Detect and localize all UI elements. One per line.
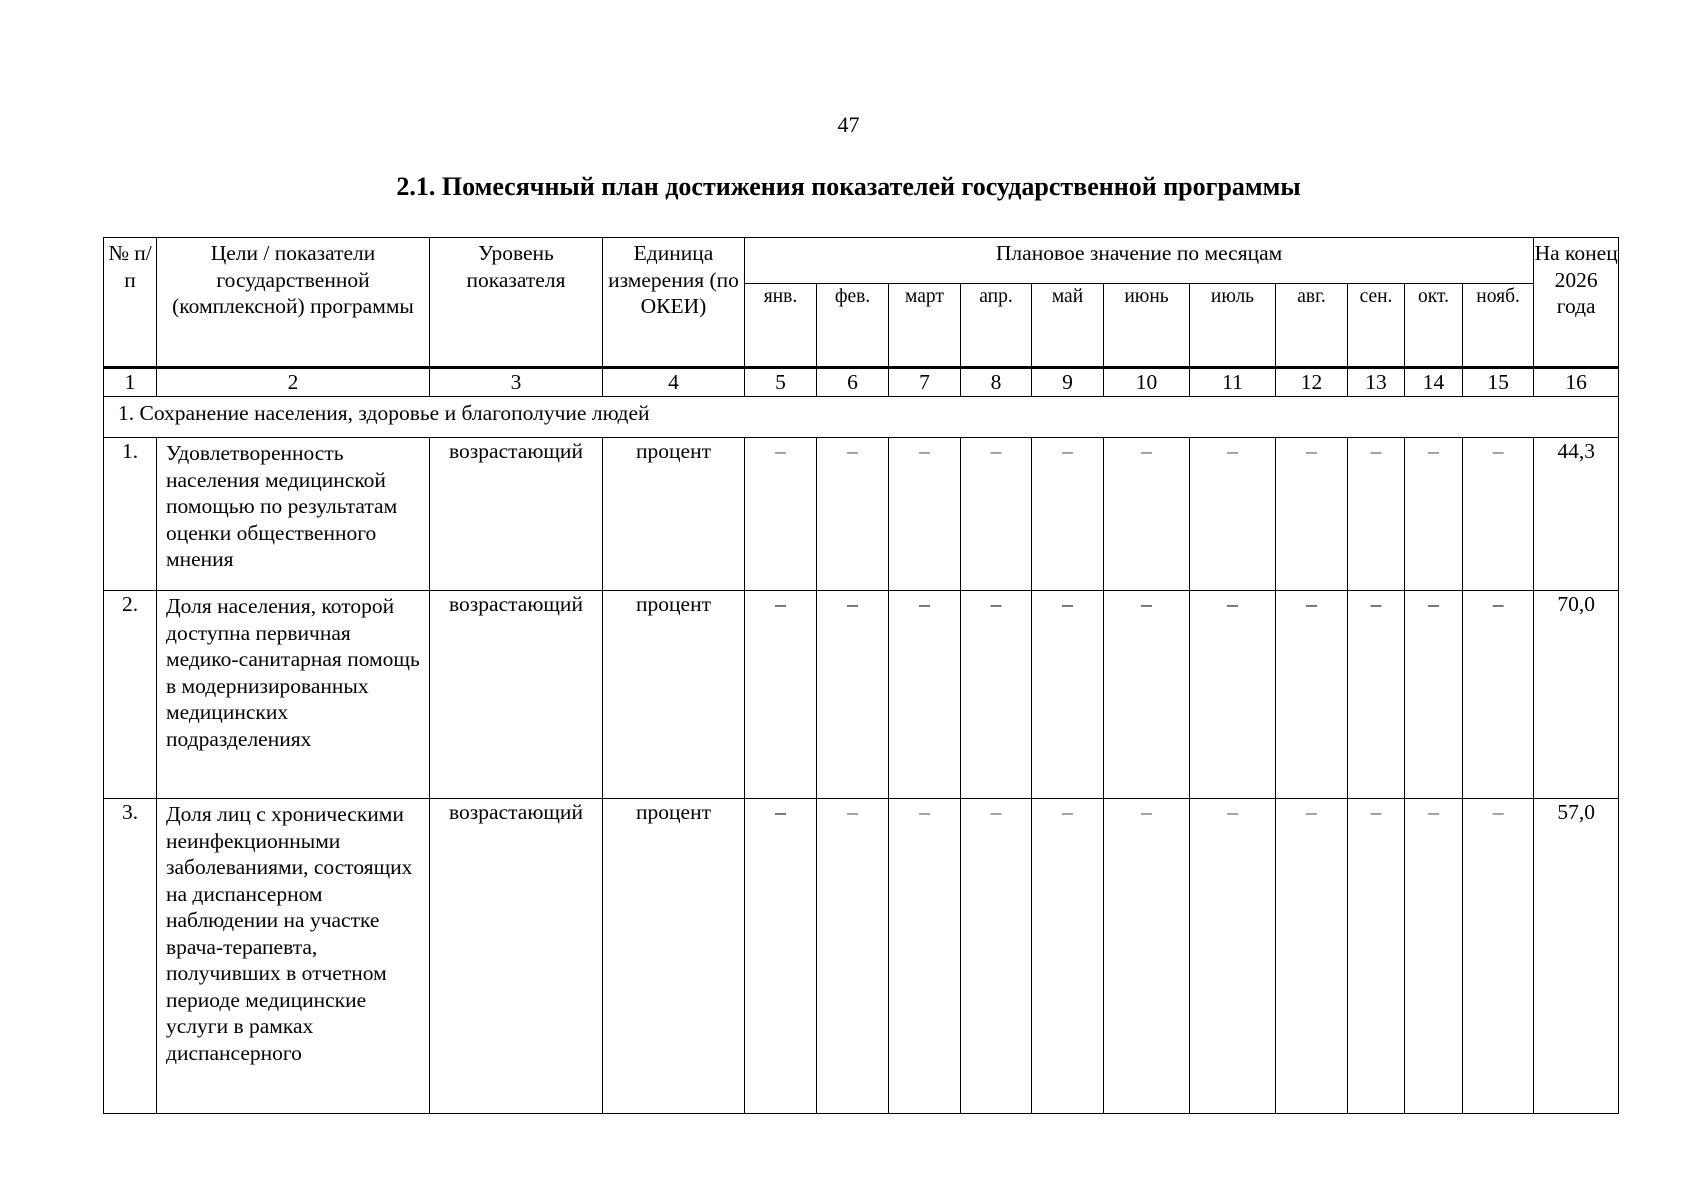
- month-value: –: [745, 438, 817, 591]
- month-value: –: [1405, 799, 1463, 1114]
- column-number: 2: [157, 368, 430, 397]
- header-unit: Единица измерения (по ОКЕИ): [603, 238, 745, 368]
- column-number: 12: [1276, 368, 1348, 397]
- month-value: –: [1190, 799, 1276, 1114]
- column-number: 3: [430, 368, 603, 397]
- month-value: –: [1405, 438, 1463, 591]
- indicator-name: Доля лиц с хроническими неинфекционными заболеваниями, состоящих на диспансерном наблюдении на участке врача-терапевта, получивших в отчетном периоде медицинские услуги в рамках диспансерного: [157, 799, 430, 1114]
- month-value: –: [1463, 799, 1534, 1114]
- indicator-name: Удовлетворенность населения медицинской помощью по результатам оценки общественного мнения: [157, 438, 430, 591]
- table-row: [104, 438, 1619, 591]
- month-value: –: [1276, 591, 1348, 799]
- month-value: –: [1104, 438, 1190, 591]
- table-row: [104, 799, 1619, 1114]
- indicator-level: возрастающий: [430, 591, 603, 799]
- table-row: [104, 591, 1619, 799]
- row-number: 1.: [104, 438, 157, 591]
- header-end-2026: На конец 2026 года: [1534, 238, 1619, 368]
- month-value: –: [889, 438, 961, 591]
- month-value: –: [961, 438, 1032, 591]
- month-value: –: [889, 799, 961, 1114]
- column-number: 10: [1104, 368, 1190, 397]
- column-number: 15: [1463, 368, 1534, 397]
- header-month-apr: апр.: [961, 284, 1032, 368]
- header-month-jun: июнь: [1104, 284, 1190, 368]
- month-value: –: [817, 799, 889, 1114]
- month-value: –: [817, 591, 889, 799]
- row-number: 2.: [104, 591, 157, 799]
- end-year-value: 70,0: [1534, 591, 1619, 799]
- month-value: –: [1104, 799, 1190, 1114]
- month-value: –: [1190, 591, 1276, 799]
- monthly-plan-table: [103, 237, 1619, 1114]
- page-title: 2.1. Помесячный план достижения показателей государственной программы: [396, 172, 1301, 201]
- header-month-aug: авг.: [1276, 284, 1348, 368]
- header-no: № п/п: [104, 238, 157, 368]
- month-value: –: [961, 591, 1032, 799]
- header-goals: Цели / показатели государственной (комплексной) программы: [157, 238, 430, 368]
- indicator-level: возрастающий: [430, 438, 603, 591]
- month-value: –: [1032, 438, 1104, 591]
- month-value: –: [817, 438, 889, 591]
- month-value: –: [1463, 438, 1534, 591]
- month-value: –: [889, 591, 961, 799]
- header-month-may: май: [1032, 284, 1104, 368]
- header-month-oct: окт.: [1405, 284, 1463, 368]
- month-value: –: [1276, 799, 1348, 1114]
- column-number-row: [104, 368, 1619, 397]
- indicator-level: возрастающий: [430, 799, 603, 1114]
- end-year-value: 44,3: [1534, 438, 1619, 591]
- indicator-unit: процент: [603, 799, 745, 1114]
- month-value: –: [961, 799, 1032, 1114]
- month-value: –: [1463, 591, 1534, 799]
- month-value: –: [1276, 438, 1348, 591]
- column-number: 1: [104, 368, 157, 397]
- column-number: 6: [817, 368, 889, 397]
- column-number: 13: [1348, 368, 1405, 397]
- row-number: 3.: [104, 799, 157, 1114]
- column-number: 9: [1032, 368, 1104, 397]
- indicator-unit: процент: [603, 591, 745, 799]
- column-number: 4: [603, 368, 745, 397]
- month-value: –: [1348, 591, 1405, 799]
- header-monthly: Плановое значение по месяцам: [745, 238, 1534, 284]
- column-number: 8: [961, 368, 1032, 397]
- header-month-jul: июль: [1190, 284, 1276, 368]
- month-value: –: [1405, 591, 1463, 799]
- month-value: –: [1348, 799, 1405, 1114]
- header-month-jan: янв.: [745, 284, 817, 368]
- header-level: Уровень показателя: [430, 238, 603, 368]
- month-value: –: [745, 799, 817, 1114]
- header-month-sep: сен.: [1348, 284, 1405, 368]
- indicator-name: Доля населения, которой доступна первичная медико-санитарная помощь в модернизированных медицинских подразделениях: [157, 591, 430, 799]
- section-row: [104, 397, 1619, 438]
- column-number: 5: [745, 368, 817, 397]
- section-title: 1. Сохранение населения, здоровье и благополучие людей: [104, 397, 1619, 438]
- column-number: 16: [1534, 368, 1619, 397]
- end-year-value: 57,0: [1534, 799, 1619, 1114]
- month-value: –: [1348, 438, 1405, 591]
- month-value: –: [1032, 591, 1104, 799]
- indicator-unit: процент: [603, 438, 745, 591]
- page-number: 47: [837, 112, 860, 137]
- month-value: –: [745, 591, 817, 799]
- header-month-nov: нояб.: [1463, 284, 1534, 368]
- column-number: 14: [1405, 368, 1463, 397]
- month-value: –: [1104, 591, 1190, 799]
- month-value: –: [1032, 799, 1104, 1114]
- header-month-feb: фев.: [817, 284, 889, 368]
- month-value: –: [1190, 438, 1276, 591]
- column-number: 11: [1190, 368, 1276, 397]
- column-number: 7: [889, 368, 961, 397]
- header-month-mar: март: [889, 284, 961, 368]
